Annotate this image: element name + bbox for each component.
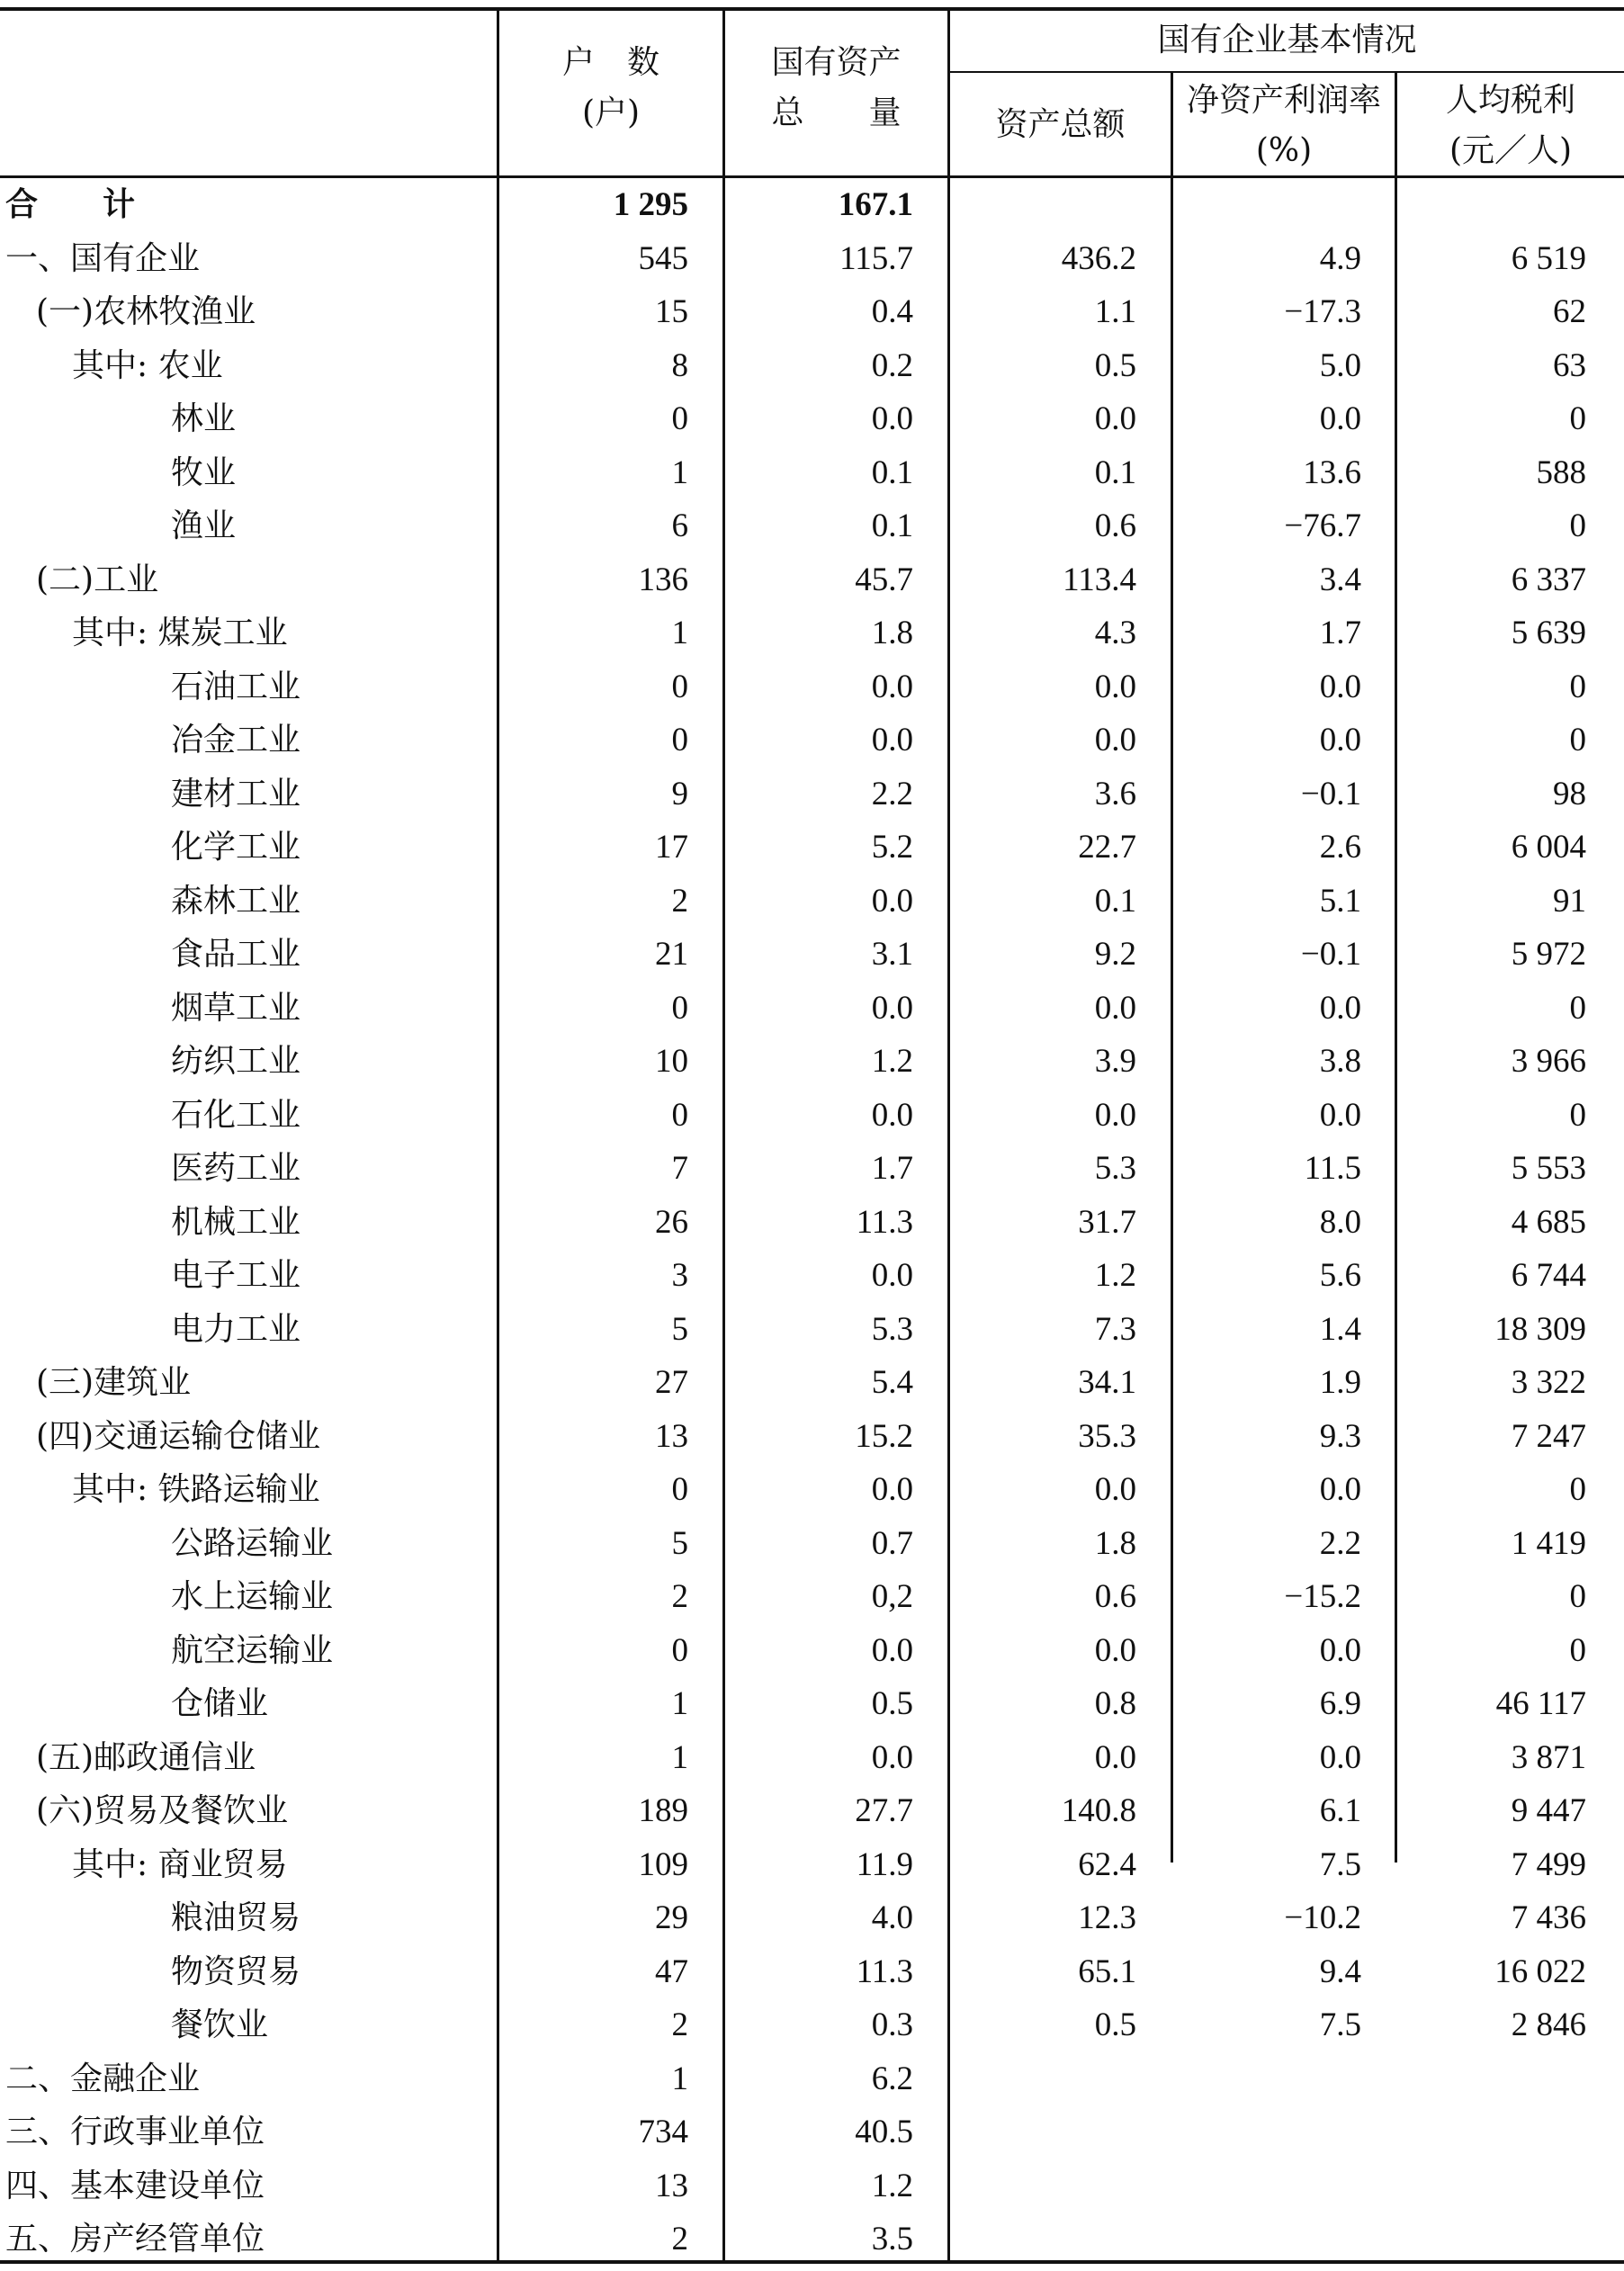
row-label: (五)邮政通信业 [36, 1738, 256, 1776]
row-label: 电子工业 [171, 1257, 301, 1294]
cell-households: 15 [655, 293, 688, 330]
cell-net-asset-profit-rate: 0.0 [1319, 668, 1361, 705]
cell-per-capita-tax-profit: 3 966 [1511, 1043, 1586, 1080]
table-row [0, 1249, 1624, 1303]
row-label: 粮油贸易 [171, 1899, 301, 1936]
table-row [0, 1410, 1624, 1464]
row-label: 烟草工业 [171, 989, 301, 1027]
header-net-asset-profit-rate [1173, 76, 1395, 176]
cell-per-capita-tax-profit: 3 322 [1511, 1364, 1586, 1401]
row-label: 化学工业 [171, 829, 301, 866]
cell-net-asset-profit-rate [1174, 178, 1361, 232]
cell-total-assets: 0.0 [1094, 1738, 1136, 1776]
cell-total-assets: 0.6 [1094, 507, 1136, 544]
cell-total-assets: 34.1 [1078, 1364, 1136, 1401]
cell-total-assets: 1.1 [1094, 293, 1136, 330]
cell-households: 109 [638, 1845, 688, 1883]
cell-per-capita-tax-profit: 7 436 [1511, 1899, 1586, 1936]
row-label: 机械工业 [171, 1203, 301, 1241]
cell-total-assets: 1.8 [1094, 1524, 1136, 1562]
cell-total-assets: 22.7 [1078, 829, 1136, 866]
cell-total-assets [949, 2052, 1136, 2106]
cell-state-assets: 5.2 [871, 829, 913, 866]
cell-per-capita-tax-profit: 0 [1569, 1471, 1586, 1508]
table-row [0, 1891, 1624, 1945]
cell-per-capita-tax-profit: 4 685 [1511, 1203, 1586, 1241]
cell-per-capita-tax-profit: 7 499 [1511, 1845, 1586, 1883]
cell-state-assets: 115.7 [839, 239, 913, 277]
cell-total-assets: 35.3 [1078, 1417, 1136, 1455]
cell-per-capita-tax-profit: 2 846 [1511, 2006, 1586, 2043]
header-roe-label: 净资产利润率 [1186, 82, 1381, 119]
row-label: 水上运输业 [171, 1578, 334, 1615]
cell-households: 545 [638, 239, 688, 277]
table-row [0, 1142, 1624, 1196]
cell-per-capita-tax-profit [1397, 178, 1586, 232]
table-row [0, 339, 1624, 393]
row-label: 合 计 [5, 185, 136, 223]
row-label: 电力工业 [171, 1310, 301, 1348]
table-row [0, 606, 1624, 660]
cell-total-assets: 3.6 [1094, 775, 1136, 812]
cell-net-asset-profit-rate: 0.0 [1319, 1738, 1361, 1776]
cell-households: 1 295 [613, 186, 688, 223]
cell-net-asset-profit-rate: 0.0 [1319, 1471, 1361, 1508]
cell-households: 734 [638, 2114, 688, 2150]
cell-state-assets: 11.9 [856, 1845, 913, 1883]
cell-per-capita-tax-profit: 0 [1569, 1631, 1586, 1669]
table-row [0, 714, 1624, 767]
cell-total-assets: 3.9 [1094, 1043, 1136, 1080]
cell-total-assets: 5.3 [1094, 1150, 1136, 1187]
cell-net-asset-profit-rate: 3.8 [1319, 1043, 1361, 1080]
cell-total-assets [949, 2105, 1136, 2159]
cell-net-asset-profit-rate: 5.1 [1319, 882, 1361, 920]
cell-households: 0 [671, 668, 688, 705]
cell-state-assets: 3.1 [871, 936, 913, 973]
cell-per-capita-tax-profit: 6 337 [1511, 561, 1586, 598]
table-row [0, 1998, 1624, 2052]
cell-state-assets: 27.7 [855, 1792, 913, 1829]
row-label: 冶金工业 [171, 722, 301, 758]
cell-state-assets: 1.8 [871, 615, 913, 651]
cell-net-asset-profit-rate: 3.4 [1319, 561, 1361, 598]
cell-households: 13 [655, 1417, 688, 1455]
table-row [0, 928, 1624, 982]
cell-state-assets: 0.0 [871, 668, 913, 705]
cell-per-capita-tax-profit [1397, 2052, 1586, 2106]
table-row [0, 2159, 1624, 2213]
cell-state-assets: 0.0 [871, 1257, 913, 1294]
cell-households: 1 [671, 453, 688, 491]
table-row [0, 1303, 1624, 1357]
table-row [0, 1838, 1624, 1892]
cell-net-asset-profit-rate: 6.1 [1319, 1792, 1361, 1829]
header-households-label: 户 数 [561, 44, 659, 81]
row-label: 其中: 铁路运输业 [72, 1471, 320, 1508]
cell-total-assets: 0.0 [1094, 1631, 1136, 1669]
cell-per-capita-tax-profit: 1 419 [1511, 1524, 1586, 1562]
cell-per-capita-tax-profit: 6 519 [1511, 239, 1586, 277]
row-label: 一、国有企业 [5, 239, 201, 277]
cell-per-capita-tax-profit: 9 447 [1511, 1792, 1586, 1829]
table-row [0, 875, 1624, 929]
cell-state-assets: 1.2 [871, 1043, 913, 1080]
cell-net-asset-profit-rate: 8.0 [1319, 1203, 1361, 1241]
cell-households: 13 [655, 2167, 688, 2204]
cell-per-capita-tax-profit: 18 309 [1494, 1310, 1586, 1348]
table-row [0, 232, 1624, 286]
cell-total-assets: 0.0 [1094, 1471, 1136, 1508]
table-row [0, 1731, 1624, 1785]
cell-per-capita-tax-profit: 46 117 [1495, 1685, 1586, 1722]
row-label: 其中: 农业 [72, 346, 223, 384]
cell-households: 27 [655, 1364, 688, 1401]
cell-total-assets: 0.0 [1094, 400, 1136, 437]
row-label: 五、房产经管单位 [5, 2221, 265, 2258]
cell-state-assets: 0.0 [871, 1096, 913, 1134]
cell-state-assets: 4.0 [871, 1899, 913, 1936]
row-label: 四、基本建设单位 [5, 2167, 265, 2204]
cell-per-capita-tax-profit [1397, 2105, 1586, 2159]
cell-per-capita-tax-profit: 5 553 [1511, 1150, 1586, 1187]
cell-households: 5 [671, 1524, 688, 1562]
cell-total-assets: 4.3 [1094, 615, 1136, 651]
cell-households: 17 [655, 829, 688, 866]
row-label: 其中: 煤炭工业 [72, 615, 288, 651]
row-label: 公路运输业 [171, 1524, 334, 1562]
cell-net-asset-profit-rate: −0.1 [1300, 936, 1361, 973]
header-tax-unit: (元／人) [1449, 132, 1573, 169]
cell-total-assets: 0.6 [1094, 1578, 1136, 1615]
cell-net-asset-profit-rate: 9.3 [1319, 1417, 1361, 1455]
table-row [0, 1089, 1624, 1143]
cell-net-asset-profit-rate [1174, 2105, 1361, 2159]
table-row [0, 821, 1624, 875]
cell-per-capita-tax-profit: 6 004 [1511, 829, 1586, 866]
cell-total-assets: 0.5 [1094, 2006, 1136, 2043]
cell-households: 8 [671, 346, 688, 384]
table-row [0, 2213, 1624, 2267]
table-row [0, 767, 1624, 821]
cell-per-capita-tax-profit: 0 [1569, 1578, 1586, 1615]
row-label: 石油工业 [171, 668, 301, 705]
header-per-capita-tax-profit [1397, 76, 1624, 176]
row-label: 渔业 [171, 507, 237, 544]
cell-households: 2 [671, 882, 688, 920]
cell-net-asset-profit-rate: 4.9 [1319, 239, 1361, 277]
cell-households: 1 [671, 1738, 688, 1776]
table-row [0, 1356, 1624, 1410]
cell-state-assets: 0.0 [871, 400, 913, 437]
cell-state-assets: 6.2 [871, 2060, 913, 2097]
cell-net-asset-profit-rate: 0.0 [1319, 1631, 1361, 1669]
cell-per-capita-tax-profit: 63 [1553, 346, 1586, 384]
cell-state-assets: 3.5 [871, 2221, 913, 2258]
table-row [0, 1624, 1624, 1678]
row-label: 物资贸易 [171, 1952, 301, 1990]
cell-households: 9 [671, 775, 688, 812]
cell-per-capita-tax-profit: 0 [1569, 507, 1586, 544]
cell-total-assets: 140.8 [1061, 1792, 1136, 1829]
cell-total-assets: 113.4 [1063, 561, 1136, 598]
cell-households: 3 [671, 1257, 688, 1294]
cell-total-assets: 0.1 [1094, 882, 1136, 920]
cell-total-assets: 0.0 [1094, 1096, 1136, 1134]
cell-net-asset-profit-rate: 7.5 [1319, 2006, 1361, 2043]
header-state-assets-label: 国有资产 [771, 44, 902, 81]
header-tax-label: 人均税利 [1445, 82, 1575, 119]
header-state-assets [725, 38, 947, 139]
cell-state-assets: 0.1 [871, 507, 913, 544]
cell-households: 10 [655, 1043, 688, 1080]
cell-state-assets: 0,2 [871, 1578, 913, 1615]
row-label: (一)农林牧渔业 [36, 293, 256, 330]
row-label: 林业 [171, 400, 237, 437]
cell-per-capita-tax-profit: 91 [1553, 882, 1586, 920]
cell-per-capita-tax-profit [1397, 2159, 1586, 2213]
cell-per-capita-tax-profit: 0 [1569, 668, 1586, 705]
cell-net-asset-profit-rate: 0.0 [1319, 400, 1361, 437]
cell-households: 0 [671, 722, 688, 758]
row-label: 石化工业 [171, 1096, 301, 1134]
cell-total-assets: 0.8 [1094, 1685, 1136, 1722]
cell-net-asset-profit-rate: 9.4 [1319, 1952, 1361, 1990]
cell-total-assets: 31.7 [1078, 1203, 1136, 1241]
cell-net-asset-profit-rate: 6.9 [1319, 1685, 1361, 1722]
row-label: (六)贸易及餐饮业 [36, 1792, 289, 1829]
cell-state-assets: 45.7 [855, 561, 913, 598]
cell-per-capita-tax-profit: 3 871 [1511, 1738, 1586, 1776]
table-row [0, 660, 1624, 714]
cell-households: 2 [671, 2221, 688, 2258]
cell-state-assets: 5.3 [871, 1310, 913, 1348]
cell-total-assets [949, 178, 1136, 232]
table-row [0, 2105, 1624, 2159]
header-state-assets-label-2: 总 量 [771, 94, 902, 131]
table-row [0, 1517, 1624, 1571]
table-row [0, 553, 1624, 607]
cell-state-assets: 0.0 [871, 989, 913, 1027]
cell-per-capita-tax-profit: 0 [1569, 989, 1586, 1027]
cell-total-assets: 0.0 [1094, 722, 1136, 758]
table-row [0, 1035, 1624, 1089]
cell-net-asset-profit-rate: −17.3 [1284, 293, 1361, 330]
cell-net-asset-profit-rate: −76.7 [1284, 507, 1361, 544]
cell-households: 1 [671, 615, 688, 651]
table-row [0, 1463, 1624, 1517]
cell-per-capita-tax-profit: 16 022 [1494, 1952, 1586, 1990]
header-total-assets [950, 74, 1171, 175]
cell-state-assets: 0.5 [871, 1685, 913, 1722]
row-label: 仓储业 [171, 1685, 269, 1722]
cell-state-assets: 0.0 [871, 722, 913, 758]
cell-net-asset-profit-rate: 0.0 [1319, 722, 1361, 758]
cell-state-assets: 0.0 [871, 882, 913, 920]
table-row [0, 446, 1624, 500]
cell-total-assets: 9.2 [1094, 936, 1136, 973]
header-roe-unit: (%) [1255, 132, 1313, 169]
row-label: (二)工业 [36, 561, 159, 598]
cell-state-assets: 0.3 [871, 2006, 913, 2043]
row-label: 森林工业 [171, 882, 301, 920]
row-label: 食品工业 [171, 936, 301, 973]
cell-total-assets [949, 2159, 1136, 2213]
cell-net-asset-profit-rate: 0.0 [1319, 989, 1361, 1027]
cell-state-assets: 0.2 [871, 346, 913, 384]
cell-state-assets: 0.1 [871, 453, 913, 491]
cell-total-assets: 0.1 [1094, 453, 1136, 491]
cell-total-assets: 62.4 [1078, 1845, 1136, 1883]
cell-per-capita-tax-profit: 0 [1569, 722, 1586, 758]
cell-state-assets: 1.7 [871, 1150, 913, 1187]
cell-state-assets: 11.3 [856, 1203, 913, 1241]
cell-net-asset-profit-rate: 2.2 [1319, 1524, 1361, 1562]
cell-households: 0 [671, 989, 688, 1027]
cell-net-asset-profit-rate [1174, 2052, 1361, 2106]
row-label: (三)建筑业 [36, 1364, 192, 1401]
cell-state-assets: 15.2 [855, 1417, 913, 1455]
cell-per-capita-tax-profit: 0 [1569, 1096, 1586, 1134]
row-label: 二、金融企业 [5, 2060, 201, 2097]
cell-state-assets: 0.4 [871, 293, 913, 330]
row-label: 餐饮业 [171, 2006, 269, 2043]
row-label: 纺织工业 [171, 1043, 301, 1080]
cell-net-asset-profit-rate: 13.6 [1303, 453, 1361, 491]
cell-net-asset-profit-rate: 1.7 [1319, 615, 1361, 651]
cell-net-asset-profit-rate: 0.0 [1319, 1096, 1361, 1134]
header-households-unit: (户) [581, 94, 641, 131]
cell-total-assets: 0.5 [1094, 346, 1136, 384]
cell-per-capita-tax-profit: 5 972 [1511, 936, 1586, 973]
cell-total-assets: 1.2 [1094, 1257, 1136, 1294]
cell-state-assets: 0.0 [871, 1631, 913, 1669]
cell-per-capita-tax-profit [1397, 2213, 1586, 2267]
table-row [0, 499, 1624, 553]
cell-households: 21 [655, 936, 688, 973]
cell-households: 47 [655, 1952, 688, 1990]
cell-per-capita-tax-profit: 5 639 [1511, 615, 1586, 651]
row-label: 牧业 [171, 453, 237, 491]
cell-per-capita-tax-profit: 6 744 [1511, 1257, 1586, 1294]
group-underline [949, 71, 1624, 73]
cell-households: 1 [671, 1685, 688, 1722]
table-row [0, 1784, 1624, 1838]
cell-households: 0 [671, 1471, 688, 1508]
header-households [499, 38, 722, 139]
cell-households: 29 [655, 1899, 688, 1936]
table-row [0, 1570, 1624, 1624]
cell-households: 2 [671, 1578, 688, 1615]
header-group-soe-basics [950, 11, 1624, 70]
cell-net-asset-profit-rate: −0.1 [1300, 775, 1361, 812]
cell-state-assets: 0.0 [871, 1471, 913, 1508]
cell-per-capita-tax-profit: 62 [1553, 293, 1586, 330]
cell-net-asset-profit-rate: 1.9 [1319, 1364, 1361, 1401]
cell-households: 26 [655, 1203, 688, 1241]
header-group-label: 国有企业基本情况 [1157, 22, 1417, 58]
cell-net-asset-profit-rate: 5.0 [1319, 346, 1361, 384]
row-label: 三、行政事业单位 [5, 2114, 265, 2150]
cell-households: 1 [671, 2060, 688, 2097]
cell-state-assets: 11.3 [856, 1952, 913, 1990]
cell-total-assets: 7.3 [1094, 1310, 1136, 1348]
cell-households: 189 [638, 1792, 688, 1829]
cell-total-assets: 12.3 [1078, 1899, 1136, 1936]
table-row [0, 178, 1624, 232]
cell-net-asset-profit-rate: 7.5 [1319, 1845, 1361, 1883]
cell-households: 7 [671, 1150, 688, 1187]
table-row [0, 2052, 1624, 2106]
table-row [0, 982, 1624, 1036]
cell-households: 0 [671, 1096, 688, 1134]
cell-total-assets: 65.1 [1078, 1952, 1136, 1990]
cell-total-assets [949, 2213, 1136, 2267]
cell-households: 0 [671, 1631, 688, 1669]
cell-per-capita-tax-profit: 98 [1553, 775, 1586, 812]
cell-net-asset-profit-rate: −10.2 [1284, 1899, 1361, 1936]
cell-state-assets: 5.4 [871, 1364, 913, 1401]
row-label: 其中: 商业贸易 [72, 1845, 288, 1883]
cell-net-asset-profit-rate: −15.2 [1284, 1578, 1361, 1615]
header-total-assets-label: 资产总额 [995, 106, 1126, 143]
cell-state-assets: 167.1 [838, 186, 913, 223]
table-row [0, 392, 1624, 446]
row-label: 航空运输业 [171, 1631, 334, 1669]
cell-households: 5 [671, 1310, 688, 1348]
cell-net-asset-profit-rate [1174, 2159, 1361, 2213]
cell-total-assets: 0.0 [1094, 989, 1136, 1027]
table-row [0, 1196, 1624, 1250]
cell-households: 6 [671, 507, 688, 544]
cell-net-asset-profit-rate: 11.5 [1304, 1150, 1361, 1187]
cell-state-assets: 40.5 [855, 2114, 913, 2150]
cell-net-asset-profit-rate [1174, 2213, 1361, 2267]
cell-households: 0 [671, 400, 688, 437]
table-row [0, 1945, 1624, 1999]
cell-net-asset-profit-rate: 1.4 [1319, 1310, 1361, 1348]
cell-total-assets: 436.2 [1061, 239, 1136, 277]
cell-per-capita-tax-profit: 588 [1536, 453, 1586, 491]
cell-state-assets: 0.7 [871, 1524, 913, 1562]
table-row [0, 285, 1624, 339]
cell-state-assets: 2.2 [871, 775, 913, 812]
row-label: (四)交通运输仓储业 [36, 1417, 321, 1455]
table-row [0, 1677, 1624, 1731]
cell-net-asset-profit-rate: 5.6 [1319, 1257, 1361, 1294]
row-label: 建材工业 [171, 775, 301, 812]
cell-state-assets: 1.2 [871, 2167, 913, 2204]
cell-total-assets: 0.0 [1094, 668, 1136, 705]
cell-state-assets: 0.0 [871, 1738, 913, 1776]
row-label: 医药工业 [171, 1150, 301, 1187]
cell-per-capita-tax-profit: 7 247 [1511, 1417, 1586, 1455]
cell-households: 136 [638, 561, 688, 598]
cell-households: 2 [671, 2006, 688, 2043]
cell-net-asset-profit-rate: 2.6 [1319, 829, 1361, 866]
cell-per-capita-tax-profit: 0 [1569, 400, 1586, 437]
